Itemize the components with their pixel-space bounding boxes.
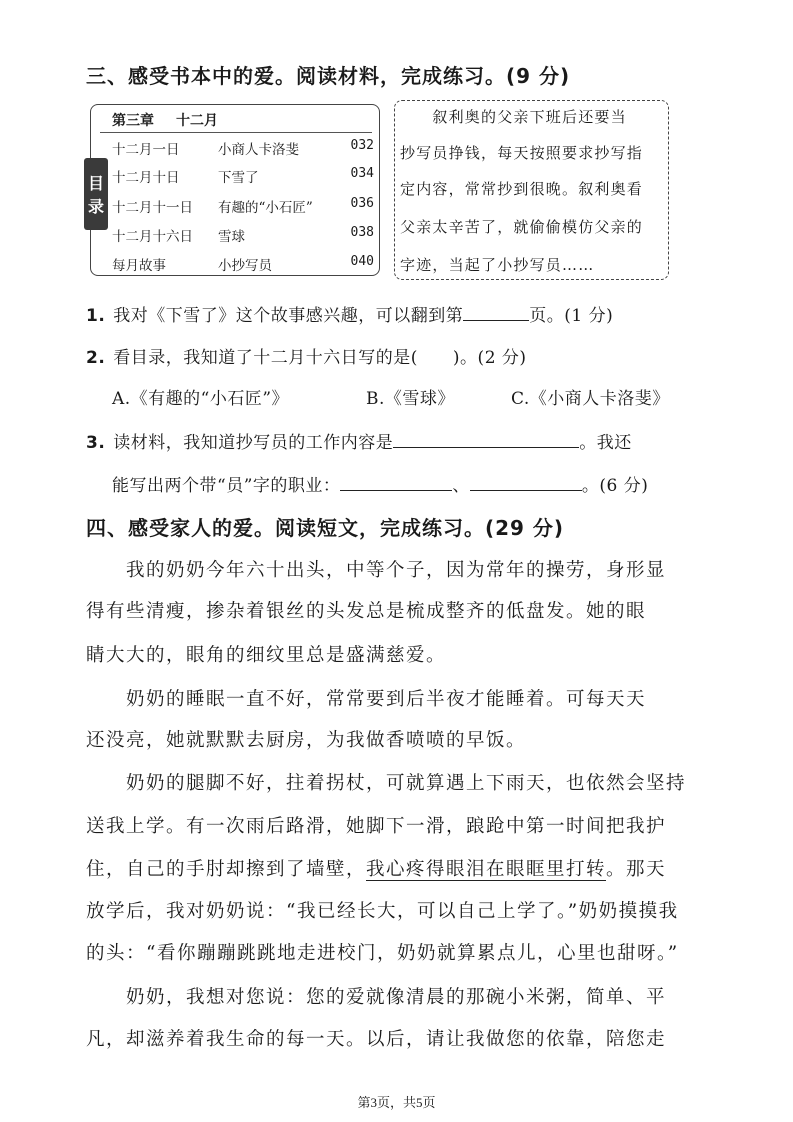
page-footer: 第3页，共5页	[357, 1095, 436, 1110]
passage-line-end: 。那天	[606, 859, 667, 880]
question-1-text: 我对《下雪了》这个故事感兴趣，可以翻到第	[113, 306, 464, 326]
job-answer-blank-2[interactable]	[470, 476, 582, 491]
underlined-sentence: 我心疼得眼泪在眼眶里打转	[366, 859, 607, 880]
question-1	[86, 301, 613, 326]
passage-line: 放学后，我对奶奶说：“我已经长大，可以自己上学了。”奶奶摸摸我	[86, 901, 679, 922]
toc-row-date: 十二月一日	[112, 142, 180, 158]
question-1-answer-blank[interactable]	[463, 306, 529, 321]
toc-row-date: 每月故事	[112, 258, 166, 274]
passage-line: 凡，却滋养着我生命的每一天。以后，请让我做您的依靠，陪您走	[86, 1029, 667, 1050]
question-1-text-end: 页。(1 分)	[529, 306, 614, 326]
question-3-text: 读材料，我知道抄写员的工作内容是	[113, 433, 394, 453]
passage-line-start: 住，自己的手肘却擦到了墙壁，	[86, 859, 367, 880]
question-3-answer-blank[interactable]	[393, 433, 579, 448]
section-3-title: 三、感受书本中的爱。阅读材料，完成练习。(9 分)	[86, 64, 571, 88]
question-1-number: 1.	[86, 306, 106, 326]
material-line: 定内容，常常抄到很晚。叙利奥看	[400, 180, 644, 198]
passage-line: 的头：“看你蹦蹦跳跳地走进校门，奶奶就算累点儿，心里也甜呀。”	[86, 943, 679, 964]
question-3-text-end: 。我还	[579, 433, 632, 453]
question-2-option-b[interactable]: B.《雪球》	[366, 389, 455, 409]
toc-divider	[100, 132, 372, 133]
toc-row-title: 下雪了	[218, 170, 259, 186]
toc-row-page: 032	[350, 138, 374, 153]
toc-row-title: 雪球	[218, 229, 245, 245]
question-2-option-c[interactable]: C.《小商人卡洛斐》	[511, 389, 670, 409]
question-2-option-a[interactable]: A.《有趣的“小石匠”》	[112, 389, 290, 409]
material-line: 抄写员挣钱，每天按照要求抄写指	[400, 144, 644, 162]
toc-row	[112, 254, 374, 276]
section-4-title: 四、感受家人的爱。阅读短文，完成练习。(29 分)	[86, 516, 565, 540]
passage-line: 还没亮，她就默默去厨房，为我做香喷喷的早饭。	[86, 730, 527, 751]
question-3-line-2	[112, 471, 648, 496]
toc-tab-char-1: 目	[87, 174, 104, 193]
material-line: 叙利奥的父亲下班后还要当	[400, 108, 627, 126]
toc-row-title: 小抄写员	[218, 258, 272, 274]
toc-tab-label	[84, 158, 108, 230]
toc-row-date: 十二月十日	[112, 170, 180, 186]
question-2	[86, 343, 527, 368]
question-3	[86, 428, 632, 453]
toc-row	[112, 138, 374, 160]
question-2-text: 看目录，我知道了十二月十六日写的是( )。(2 分)	[113, 348, 527, 368]
toc-row-date: 十二月十一日	[112, 200, 193, 216]
passage-line	[86, 855, 666, 881]
material-line: 父亲太辛苦了，就偷偷模仿父亲的	[400, 218, 644, 236]
toc-chapter: 第三章	[112, 113, 154, 129]
toc-row	[112, 196, 374, 218]
toc-row-page: 038	[350, 225, 374, 240]
toc-header	[112, 110, 240, 130]
passage-line: 睛大大的，眼角的细纹里总是盛满慈爱。	[86, 645, 447, 666]
toc-row-page: 036	[350, 196, 374, 211]
passage-line: 我的奶奶今年六十出头，中等个子，因为常年的操劳，身形显	[86, 560, 667, 581]
passage-line: 送我上学。有一次雨后路滑，她脚下一滑，踉跄中第一时间把我护	[86, 816, 667, 837]
toc-row-page: 040	[350, 254, 374, 269]
question-3-line-2-end: 。(6 分)	[581, 476, 649, 496]
question-2-number: 2.	[86, 348, 106, 368]
toc-tab-char-2: 录	[87, 197, 104, 216]
passage-line: 奶奶，我想对您说：您的爱就像清晨的那碗小米粥，简单、平	[86, 987, 667, 1008]
job-answer-blank-1[interactable]	[340, 476, 452, 491]
toc-row-title: 有趣的“小石匠”	[218, 200, 313, 216]
passage-line: 奶奶的睡眠一直不好，常常要到后半夜才能睡着。可每天天	[86, 689, 647, 710]
toc-row-date: 十二月十六日	[112, 229, 193, 245]
toc-row	[112, 225, 374, 247]
material-line: 字迹，当起了小抄写员……	[400, 256, 595, 274]
toc-row	[112, 166, 374, 188]
question-3-line-2-text: 能写出两个带“员”字的职业：	[112, 476, 341, 496]
passage-line: 得有些清瘦，掺杂着银丝的头发总是梳成整齐的低盘发。她的眼	[86, 601, 647, 622]
toc-row-title: 小商人卡洛斐	[218, 142, 299, 158]
question-3-separator: 、	[452, 476, 470, 496]
passage-line: 奶奶的腿脚不好，拄着拐杖，可就算遇上下雨天，也依然会坚持	[86, 773, 687, 794]
question-3-number: 3.	[86, 433, 106, 453]
toc-row-page: 034	[350, 166, 374, 181]
toc-month: 十二月	[176, 113, 218, 129]
